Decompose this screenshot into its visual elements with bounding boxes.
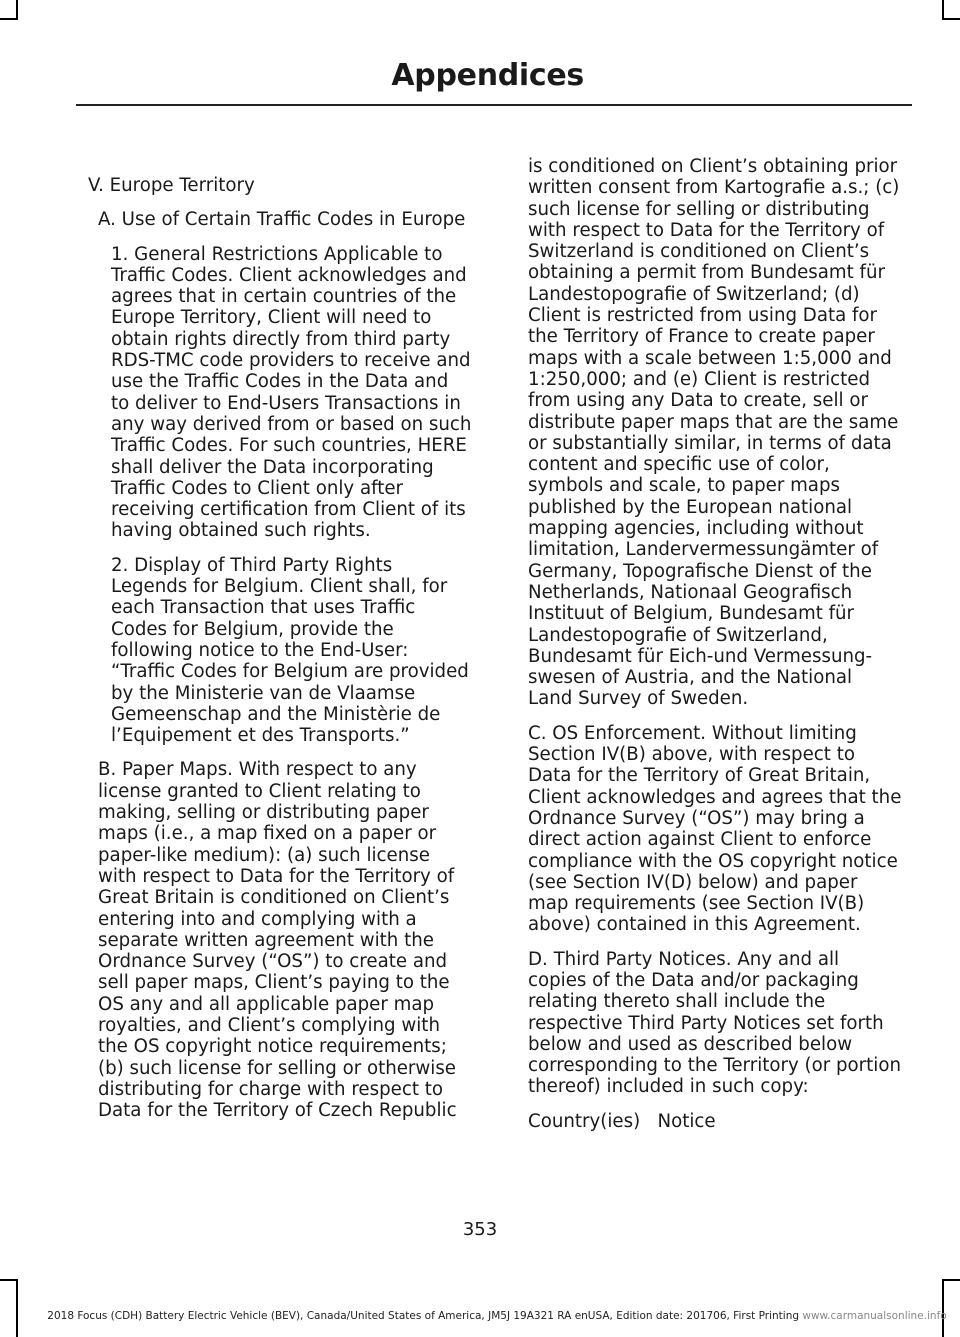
table-header: Country(ies) Notice: [528, 1110, 716, 1132]
crop-mark: [942, 1279, 944, 1337]
crop-mark: [16, 0, 18, 20]
paragraph: 1. General Restrictions Applicable to Traffic Codes. Client acknowledges and agrees that in certain countries of the Europe Territory, Client will need to obtain rights directly from third party RDS-TMC code providers to receive and use the Traffic Codes in the Data and to deliver to End-Users Transactions in any way derived from or based on such Traffic Codes. For such countries, HERE shall deliver the Data incorporating Traffic Codes to Client only after receiving certification from Client of its having obtained such rights.: [111, 243, 472, 542]
paragraph: D. Third Party Notices. Any and all copies of the Data and/or packaging relating thereto shall include the respective Third Party Notices set forth below and used as described below corresponding to the Territory (or portion thereof) included in such copy:: [528, 948, 901, 1098]
footer-watermark[interactable]: www.carmanualsonline.info: [802, 1310, 947, 1322]
crop-mark: [16, 1279, 18, 1337]
page-number: 353: [462, 1219, 498, 1240]
crop-mark: [0, 1279, 18, 1281]
right-column: [528, 156, 902, 1145]
header-rule: [76, 104, 912, 106]
crop-mark: [942, 1279, 960, 1281]
footer: [34, 1310, 960, 1322]
page-title: Appendices: [391, 58, 584, 93]
paragraph: C. OS Enforcement. Without limiting Section IV(B) above, with respect to Data for the Territory of Great Britain, Client acknowledges and agrees that the Ordnance Survey (“OS”) may bring a direct action against Client to enforce compliance with the OS copyright notice (see Section IV(D) below) and paper map requirements (see Section IV(B) above) contained in this Agreement.: [528, 722, 902, 936]
subsection-heading: A. Use of Certain Traffic Codes in Europe: [98, 209, 466, 231]
crop-mark: [0, 18, 18, 20]
crop-mark: [942, 18, 960, 20]
left-column: [88, 175, 472, 1134]
paragraph: 2. Display of Third Party Rights Legends for Belgium. Client shall, for each Transaction that uses Traffic Codes for Belgium, provide the following notice to the End-User: “Traffic Codes for Belgium are provided by the Ministerie van de Vlaamse Gemeenschap and the Ministèrie de l’Equipement et des Transports.”: [111, 554, 469, 747]
crop-mark: [942, 0, 944, 20]
footer-text: 2018 Focus (CDH) Battery Electric Vehicle (BEV), Canada/United States of America, JM5J 19A321 RA enUSA, Edition date: 201706, First Printing: [47, 1310, 800, 1322]
paragraph: is conditioned on Client’s obtaining prior written consent from Kartografie a.s.; (c) such license for selling or distributing with respect to Data for the Territory of Switzerland is conditioned on Client’s obtaining a permit from Bundesamt für Landestopografie of Switzerland; (d) Client is restricted from using Data for the Territory of France to create paper maps with a scale between 1:5,000 and 1:250,000; and (e) Client is restricted from using any Data to create, sell or distribute paper maps that are the same or substantially similar, in terms of data content and specific use of color, symbols and scale, to paper maps published by the European national mapping agencies, including without limitation, Landervermessungämter of Germany, Topografische Dienst of the Netherlands, Nationaal Geografisch Instituut of Belgium, Bundesamt für Landestopografie of Switzerland, Bundesamt für Eich-und Vermessung-swesen of Austria, and the National Land Survey of Sweden.: [528, 156, 900, 710]
paragraph: B. Paper Maps. With respect to any license granted to Client relating to making, selling or distributing paper maps (i.e., a map fixed on a paper or paper-like medium): (a) such license with respect to Data for the Territory of Great Britain is conditioned on Client’s entering into and complying with a separate written agreement with the Ordnance Survey (“OS”) to create and sell paper maps, Client’s paying to the OS any and all applicable paper map royalties, and Client’s complying with the OS copyright notice requirements; (b) such license for selling or otherwise distributing for charge with respect to Data for the Territory of Czech Republic: [98, 759, 457, 1122]
section-heading: V. Europe Territory: [88, 175, 255, 196]
